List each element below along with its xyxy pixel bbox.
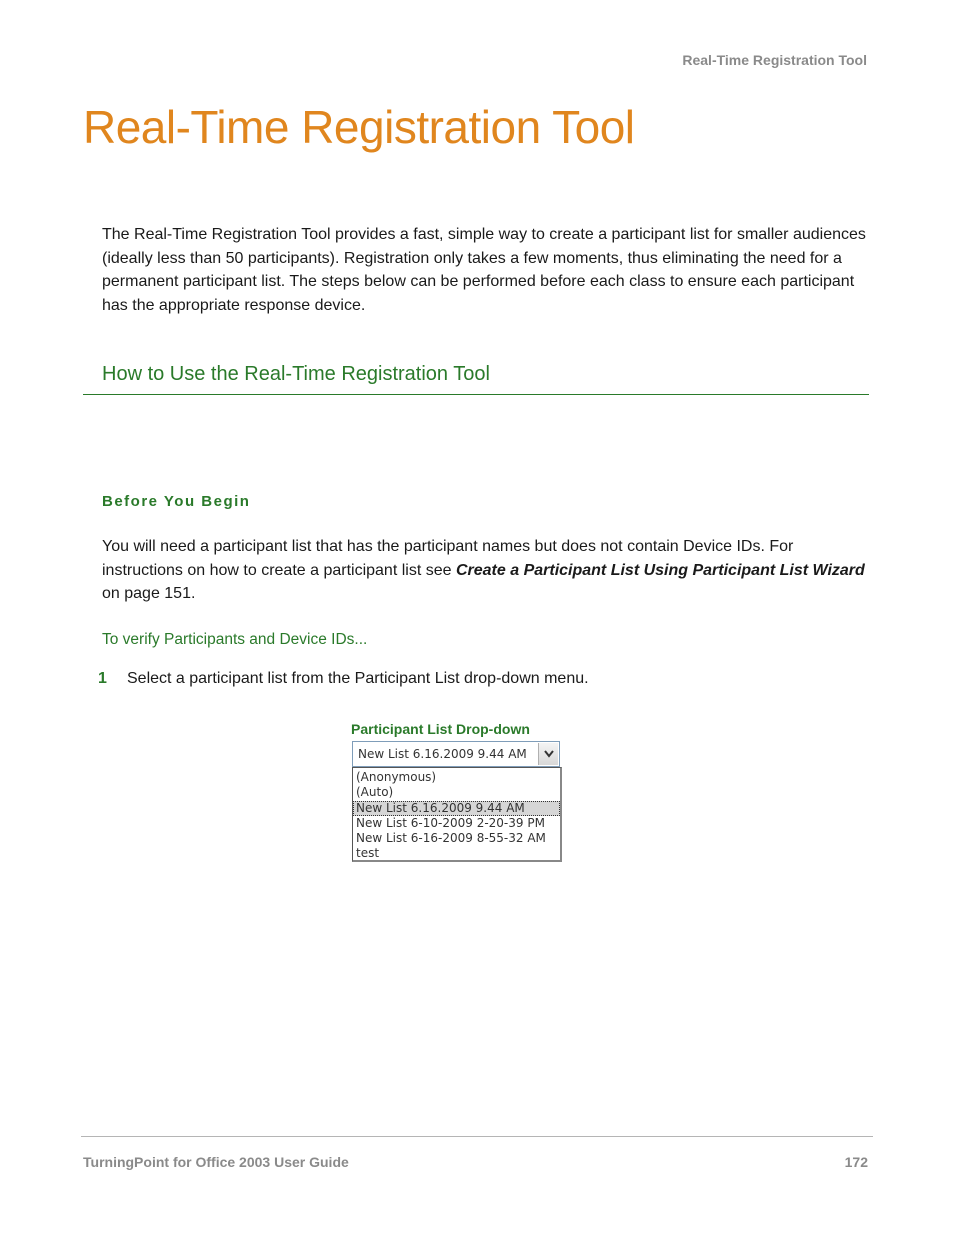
intro-paragraph: The Real-Time Registration Tool provides a fast, simple way to create a participant list for smaller audiences (ideally less than 50 participants). Registration only takes a few moments, thus eliminating the need for a permanent participant list. The steps below can be performed before each class to ensure each participant has the appropriate response device. bbox=[102, 226, 866, 314]
participant-list-dropdown[interactable] bbox=[352, 741, 560, 767]
dropdown-option[interactable]: New List 6-10-2009 2-20-39 PM bbox=[356, 815, 545, 830]
footer-guide-title: TurningPoint for Office 2003 User Guide bbox=[83, 1154, 349, 1170]
participant-list-options bbox=[352, 767, 562, 862]
dropdown-option[interactable]: New List 6-16-2009 8-55-32 AM bbox=[356, 831, 546, 846]
dropdown-option-highlighted[interactable]: New List 6.16.2009 9.44 AM bbox=[353, 801, 560, 816]
footer-divider bbox=[81, 1136, 873, 1137]
page-title: Real-Time Registration Tool bbox=[83, 101, 635, 153]
figure-caption: Participant List Drop-down bbox=[351, 721, 530, 737]
chevron-down-icon bbox=[544, 750, 554, 758]
step-number: 1 bbox=[98, 670, 107, 687]
wizard-reference-link[interactable]: Create a Participant List Using Participant List Wizard bbox=[455, 561, 865, 579]
section-heading: How to Use the Real-Time Registration Tool bbox=[102, 363, 490, 385]
dropdown-toggle-button[interactable] bbox=[538, 743, 558, 765]
before-you-begin-paragraph bbox=[102, 535, 872, 606]
step-text: Select a participant list from the Participant List drop-down menu. bbox=[127, 670, 589, 687]
dropdown-option[interactable]: test bbox=[356, 846, 380, 861]
before-you-begin-heading: Before You Begin bbox=[102, 493, 251, 510]
section-divider bbox=[83, 394, 869, 395]
dropdown-selected-value: New List 6.16.2009 9.44 AM bbox=[358, 747, 527, 761]
prereq-text-before: You will need a participant list that has the participant names but does not contain Device IDs. For instructions on how to create a participant list see bbox=[102, 538, 794, 579]
running-header: Real-Time Registration Tool bbox=[682, 52, 867, 68]
dropdown-option[interactable]: (Auto) bbox=[356, 785, 394, 800]
procedure-heading: To verify Participants and Device IDs... bbox=[102, 631, 368, 648]
page-number: 172 bbox=[844, 1154, 868, 1170]
prereq-text-after: on page 151. bbox=[102, 585, 196, 602]
dropdown-option[interactable]: (Anonymous) bbox=[356, 770, 437, 784]
